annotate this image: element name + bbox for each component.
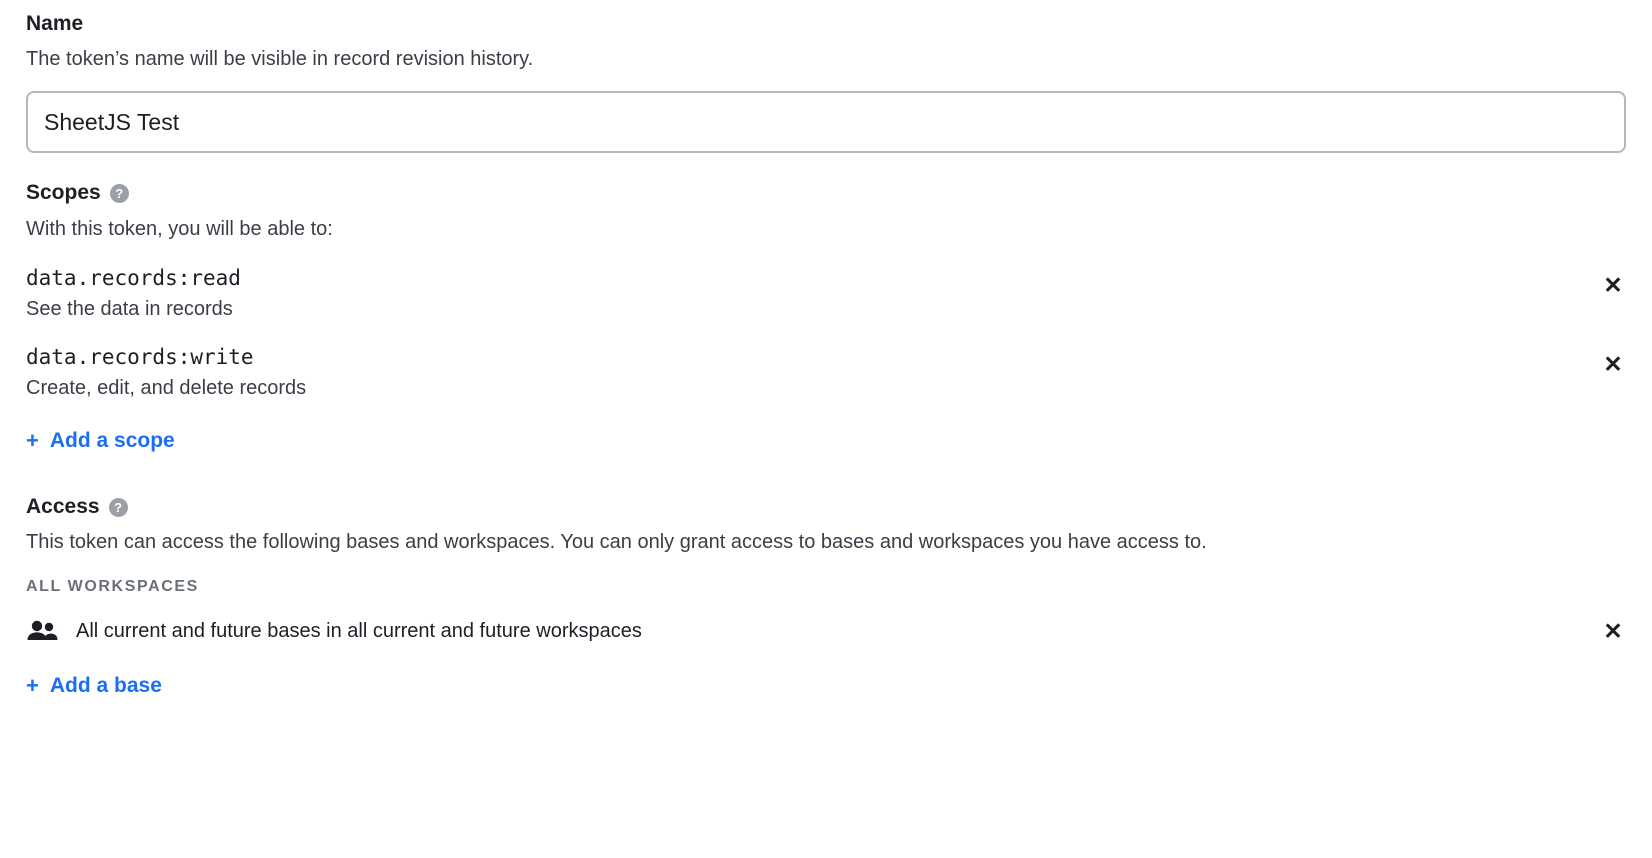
access-section [26, 493, 1626, 698]
name-title-text: Name [26, 12, 84, 35]
plus-icon: + [26, 673, 39, 699]
add-scope-button[interactable] [26, 429, 175, 453]
help-icon[interactable]: ? [109, 498, 128, 517]
scope-description: Create, edit, and delete records [26, 377, 307, 400]
scope-item [26, 265, 1626, 322]
scopes-title-text: Scopes [26, 181, 101, 205]
scopes-section-title [26, 179, 1626, 206]
add-scope-label: Add a scope [49, 429, 175, 453]
people-icon [26, 618, 60, 644]
remove-scope-icon[interactable]: ✕ [1600, 352, 1626, 378]
scope-name: data.records:read [26, 265, 241, 290]
add-base-button[interactable] [26, 674, 162, 698]
token-name-input[interactable] [26, 91, 1626, 153]
scope-item [26, 344, 1626, 401]
name-section-title [26, 10, 1626, 37]
access-title-text: Access [26, 495, 100, 519]
all-workspaces-label: ALL WORKSPACES [26, 578, 199, 596]
access-row [26, 614, 1626, 648]
remove-access-icon[interactable]: ✕ [1600, 618, 1626, 644]
access-section-description: This token can access the following bases and workspaces. You can only grant access to bases and workspaces you have access to. [26, 531, 1207, 554]
access-section-title [26, 493, 1626, 520]
name-section-description: The token’s name will be visible in record revision history. [26, 48, 534, 71]
scopes-section-description: With this token, you will be able to: [26, 217, 333, 240]
add-base-label: Add a base [49, 674, 162, 698]
plus-icon: + [26, 428, 39, 454]
scope-name: data.records:write [26, 344, 254, 369]
scopes-section [26, 179, 1626, 453]
remove-scope-icon[interactable]: ✕ [1600, 273, 1626, 299]
help-icon[interactable]: ? [110, 184, 129, 203]
name-section [26, 10, 1626, 153]
scope-description: See the data in records [26, 297, 233, 320]
access-row-label: All current and future bases in all current and future workspaces [76, 620, 642, 643]
